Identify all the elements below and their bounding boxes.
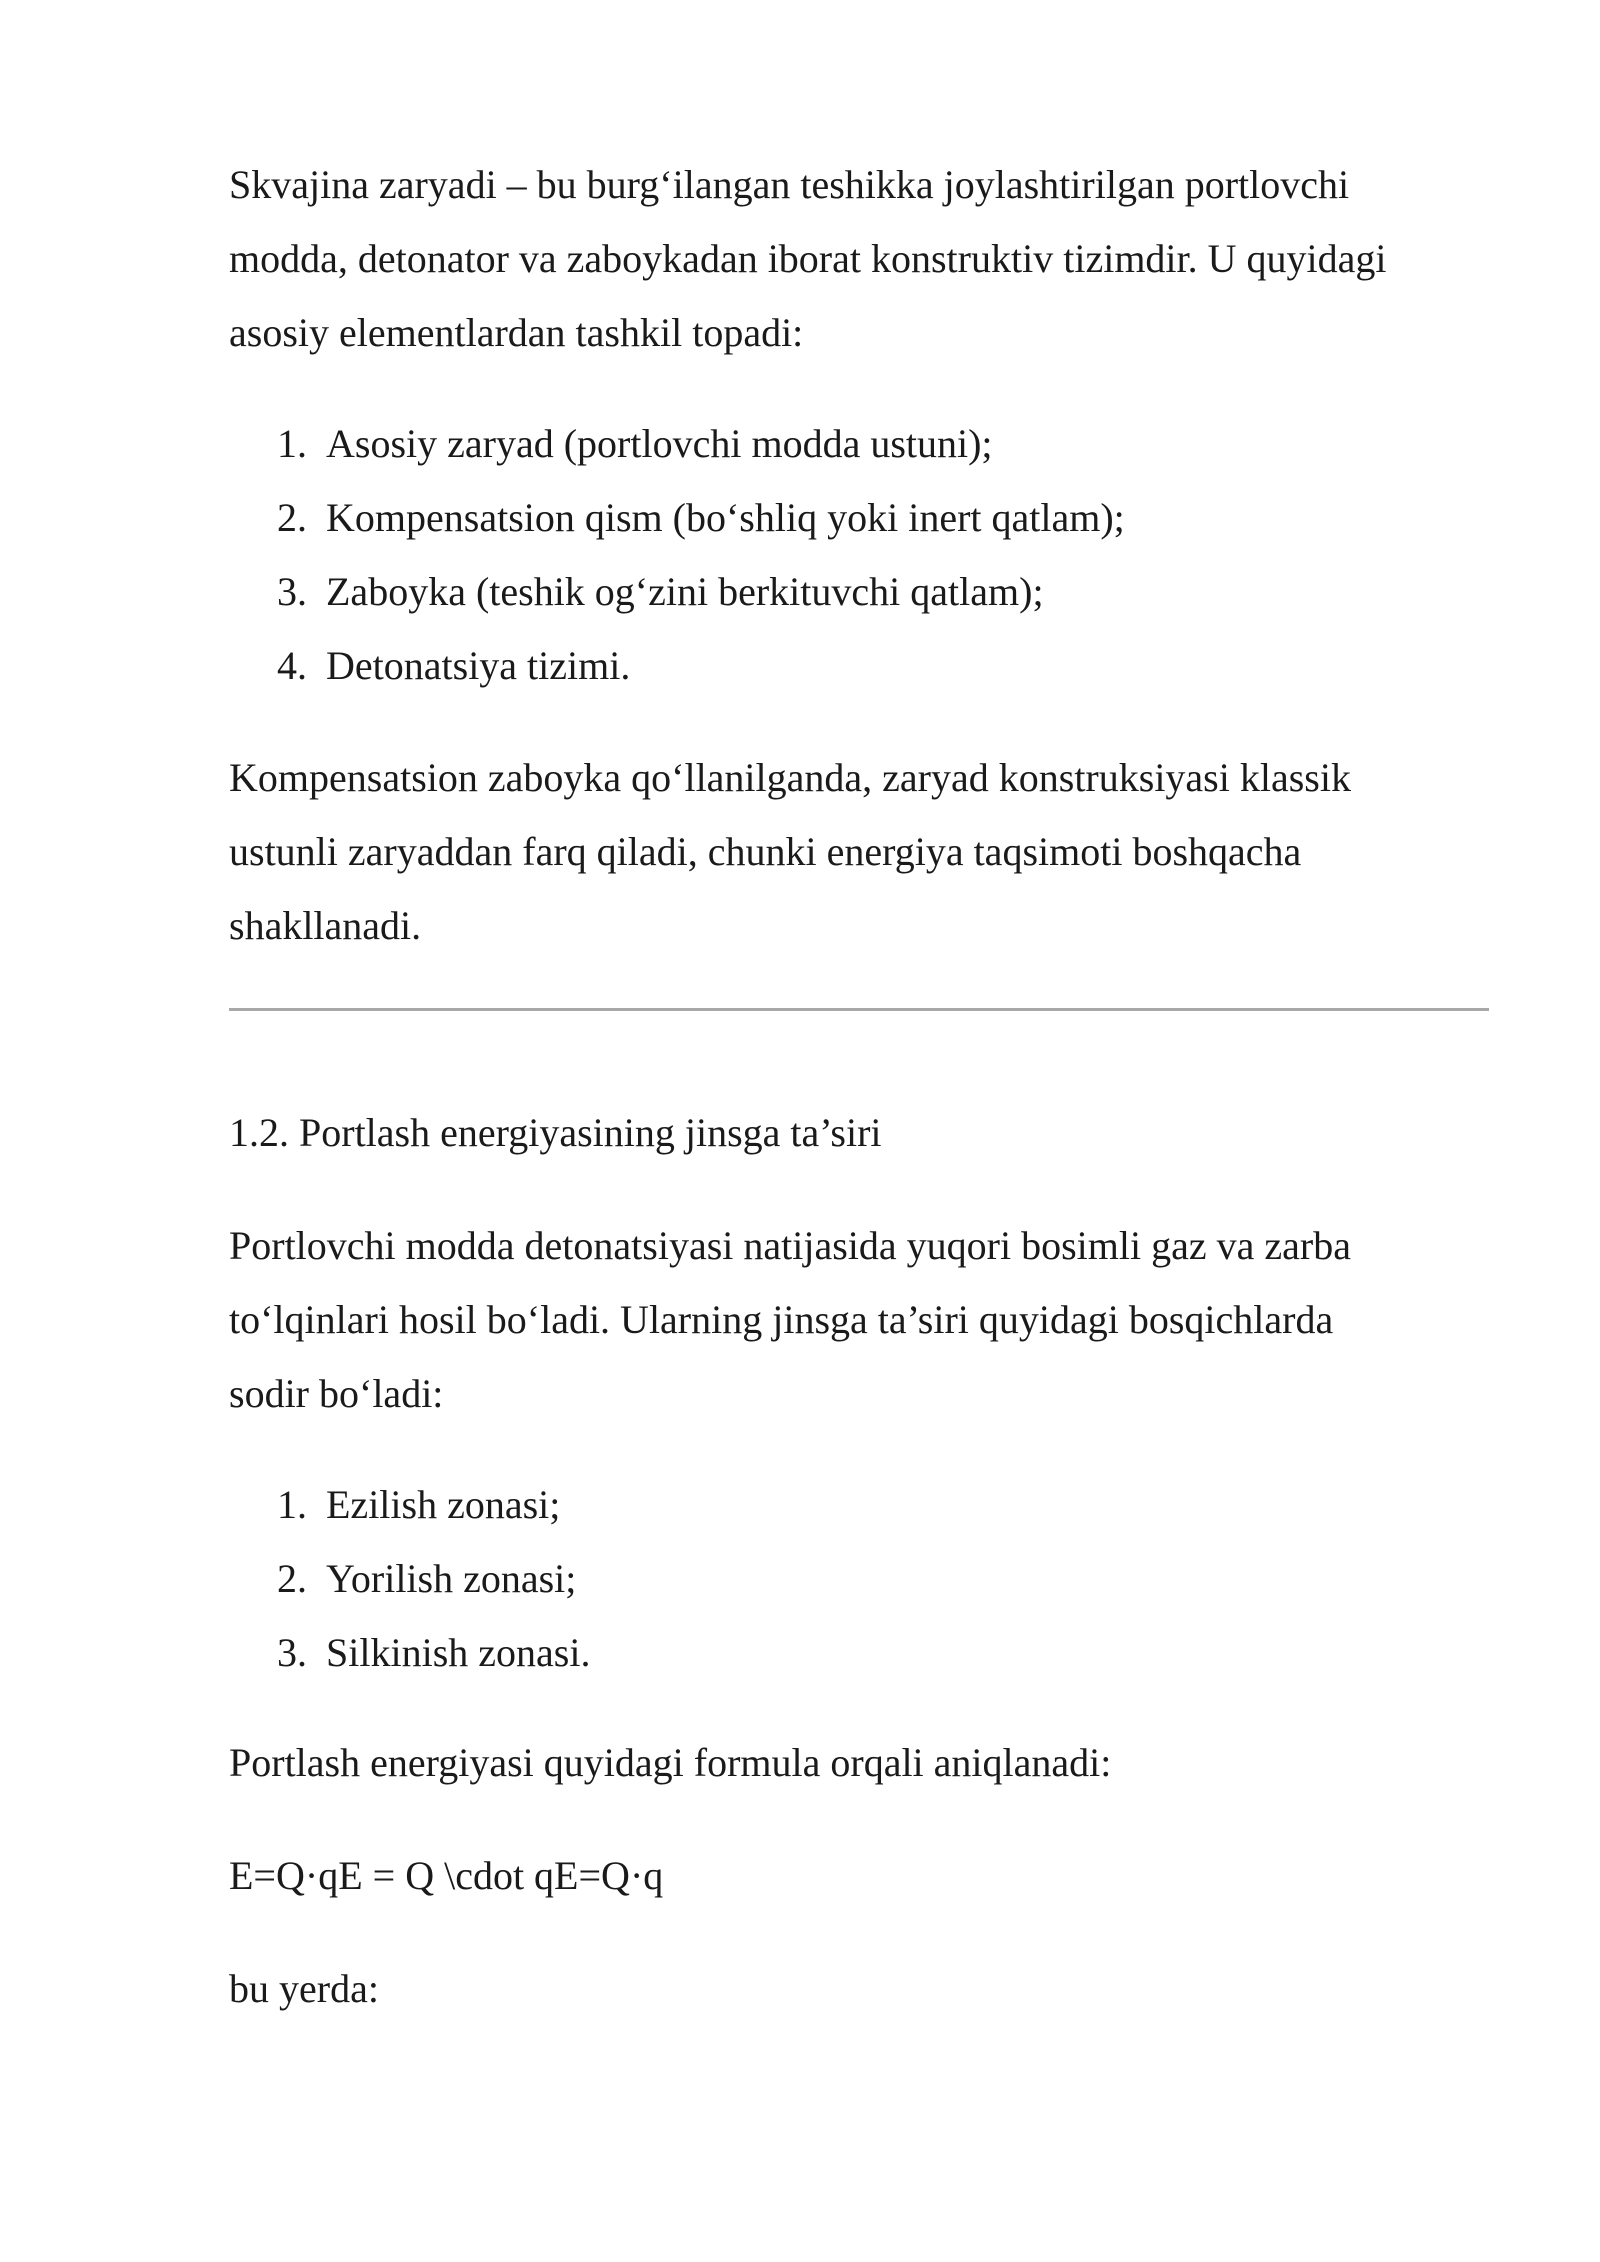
detonation-line-3: sodir bo‘ladi: bbox=[229, 1371, 444, 1416]
section-divider bbox=[229, 1008, 1489, 1011]
list-item-number: 2. bbox=[277, 1556, 307, 1601]
list-item-number: 3. bbox=[277, 569, 307, 614]
list-item-number: 1. bbox=[277, 1482, 307, 1527]
outro-line-1: Kompensatsion zaboyka qo‘llanilganda, zaryad konstruksiyasi klassik bbox=[229, 755, 1351, 800]
list-item bbox=[229, 629, 1489, 703]
detonation-line-1: Portlovchi modda detonatsiyasi natijasida yuqori bosimli gaz va zarba bbox=[229, 1223, 1351, 1268]
list-item bbox=[229, 481, 1489, 555]
list-item-text: Kompensatsion qism (bo‘shliq yoki inert qatlam); bbox=[326, 495, 1125, 540]
list-item bbox=[229, 555, 1489, 629]
detonation-line-2: to‘lqinlari hosil bo‘ladi. Ularning jinsga ta’siri quyidagi bosqichlarda bbox=[229, 1297, 1334, 1342]
list-item-number: 3. bbox=[277, 1630, 307, 1675]
charge-elements-list bbox=[229, 407, 1489, 703]
where-label: bu yerda: bbox=[229, 1966, 379, 2011]
list-item-text: Yorilish zonasi; bbox=[326, 1556, 577, 1601]
list-item bbox=[229, 1542, 1489, 1616]
list-item-text: Zaboyka (teshik og‘zini berkituvchi qatlam); bbox=[326, 569, 1044, 614]
list-item-number: 2. bbox=[277, 495, 307, 540]
intro-line-1: Skvajina zaryadi – bu burg‘ilangan teshikka joylashtirilgan portlovchi bbox=[229, 162, 1350, 207]
detonation-paragraph bbox=[229, 1209, 1489, 1431]
list-item bbox=[229, 1468, 1489, 1542]
formula-intro: Portlash energiyasi quyidagi formula orqali aniqlanadi: bbox=[229, 1740, 1112, 1785]
intro-line-3: asosiy elementlardan tashkil topadi: bbox=[229, 310, 804, 355]
list-item bbox=[229, 407, 1489, 481]
outro-line-3: shakllanadi. bbox=[229, 903, 422, 948]
energy-formula: E=Q·qE = Q \cdot qE=Q·q bbox=[229, 1853, 664, 1898]
outro-line-2: ustunli zaryaddan farq qiladi, chunki energiya taqsimoti boshqacha bbox=[229, 829, 1302, 874]
list-item-number: 4. bbox=[277, 643, 307, 688]
intro-line-2: modda, detonator va zaboykadan iborat konstruktiv tizimdir. U quyidagi bbox=[229, 236, 1387, 281]
list-item-text: Ezilish zonasi; bbox=[326, 1482, 561, 1527]
list-item-number: 1. bbox=[277, 421, 307, 466]
compensation-paragraph bbox=[229, 741, 1489, 963]
list-item-text: Asosiy zaryad (portlovchi modda ustuni); bbox=[326, 421, 993, 466]
list-item-text: Silkinish zonasi. bbox=[326, 1630, 591, 1675]
section-heading: 1.2. Portlash energiyasining jinsga ta’siri bbox=[229, 1110, 882, 1155]
list-item-text: Detonatsiya tizimi. bbox=[326, 643, 631, 688]
zones-list bbox=[229, 1468, 1489, 1690]
intro-paragraph bbox=[229, 148, 1489, 370]
list-item bbox=[229, 1616, 1489, 1690]
